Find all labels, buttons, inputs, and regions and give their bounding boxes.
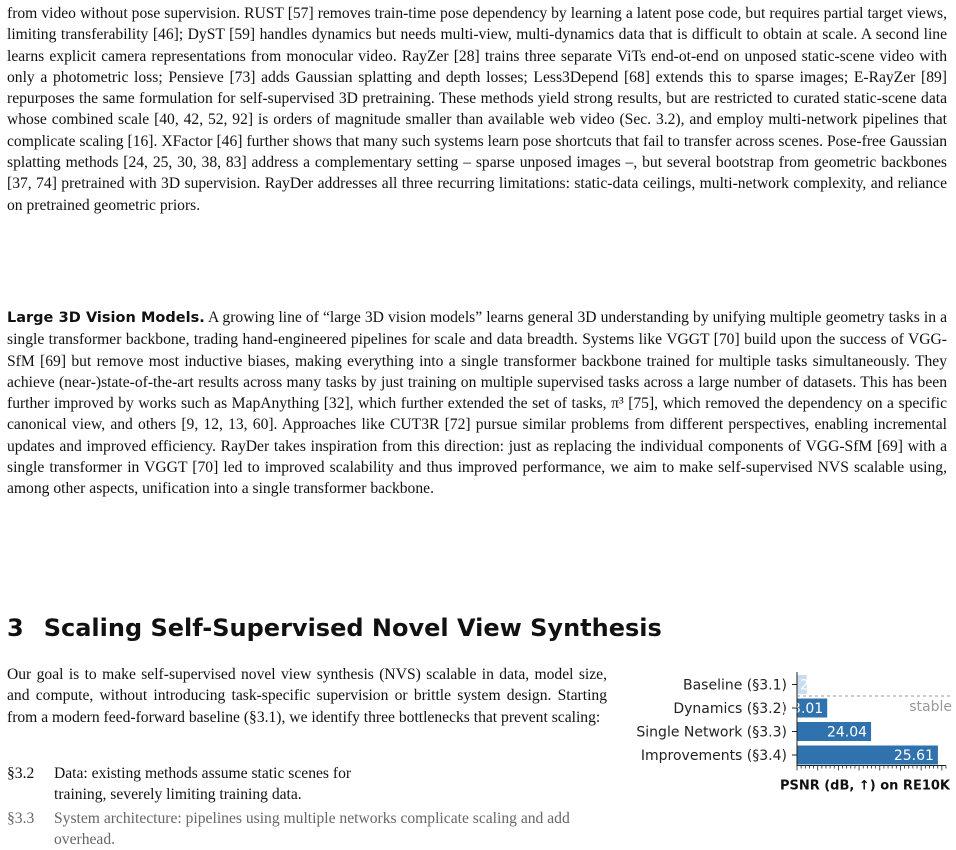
x-axis-label: PSNR (dB, ↑) on RE10K	[779, 778, 950, 794]
psnr-bar-chart	[624, 667, 954, 817]
section-heading	[7, 614, 662, 642]
related-work-paragraph: from video without pose supervision. RUST [57] removes train-time pose dependency by learning a latent pose code, but requires partial target views, limiting transferability [46]; DyST [59] handles dynamics but needs multi-view, multi-dynamics data that is difficult to obtain at scale. A second line learns explicit camera representations from monocular video. RayZer [28] trains three separate ViTs end-ot-end on unposed static-scene video with only a photometric loss; Pensieve [73] adds Gaussian splatting and depth losses; Less3Depend [68] extends this to sparse images; E-RayZer [89] repurposes the same formulation for self-supervised 3D pretraining. These methods yield strong results, but are restricted to curated static-scene data whose combined scale [40, 42, 52, 92] is orders of magnitude smaller than available web video (Sec. 3.2), and employ multi-network pipelines that complicate scaling [16]. XFactor [46] further shows that many such systems learn pose shortcuts that fail to transfer across scenes. Pose-free Gaussian splatting methods [24, 25, 30, 38, 83] address a complementary setting – sparse unposed images –, but several bootstrap from geometric backbones [37, 74] pretrained with 3D supervision. RayDer addresses all three recurring limitations: static-data ceilings, multi-network complexity, and reliance on pretrained geometric priors.	[7, 5, 947, 214]
bar-value-label: 25.61	[893, 748, 934, 764]
category-label: Dynamics (§3.2)	[673, 701, 787, 717]
stable-annotation: stable	[909, 699, 952, 715]
bar-value-label: 23.01	[783, 701, 824, 717]
section-title: Scaling Self-Supervised Novel View Synthesis	[43, 614, 662, 642]
list-text: System architecture: pipelines using multiple networks complicate scaling and add overhead.	[54, 809, 570, 848]
bar-value-label: 24.04	[826, 724, 868, 741]
list-number: §3.2	[7, 765, 35, 782]
list-item	[7, 763, 607, 806]
section-number: 3	[7, 614, 24, 642]
list-item	[7, 808, 607, 848]
x-axis-ticks	[797, 766, 946, 771]
paragraph-body: A growing line of “large 3D vision models” learns general 3D understanding by unifying multiple geometry tasks in a single transformer backbone, trading hand-engineered pipelines for scale and data breadth. Systems like VGGT [70] build upon the success of VGG-SfM [69] but remove most inductive biases, making everything into a single transformer backbone trained for multiple tasks simultaneously. They achieve (near-)state-of-the-art results across many tasks by just training on multiple supervised tasks across a large number of datasets. This has been further improved by works such as MapAnything [32], which further extended the set of tasks, π³ [75], which removed the dependency on a specific canonical view, and others [9, 12, 13, 60]. Approaches like CUT3R [72] pursue similar problems from different perspectives, enabling incremental updates and improved efficiency. RayDer takes inspiration from this direction: just as replacing the individual components of VGG-SfM [69] with a single transformer in VGGT [70] led to improved scalability and thus improved performance, we aim to make self-supervised NVS scalable using, among other aspects, unification into a single transformer backbone.	[7, 309, 947, 498]
bar-value-label: 22.53	[800, 677, 841, 694]
category-label: Baseline (§3.1)	[683, 677, 787, 694]
section-intro-paragraph: Our goal is to make self-supervised novel view synthesis (NVS) scalable in data, model size, and compute, without introducing task-specific supervision or brittle system design. Starting from a modern feed-forward baseline (§3.1), we identify three bottlenecks that prevent scaling:	[7, 666, 607, 726]
category-label: Improvements (§3.4)	[640, 748, 787, 764]
large-3d-vision-models-paragraph	[7, 307, 947, 500]
list-number: §3.3	[7, 809, 35, 827]
category-label: Single Network (§3.3)	[636, 724, 787, 741]
bottleneck-list	[7, 763, 607, 848]
list-text: Data: existing methods assume static scenes for training, severely limiting training data.	[54, 765, 352, 804]
paragraph-title: Large 3D Vision Models.	[7, 310, 205, 326]
